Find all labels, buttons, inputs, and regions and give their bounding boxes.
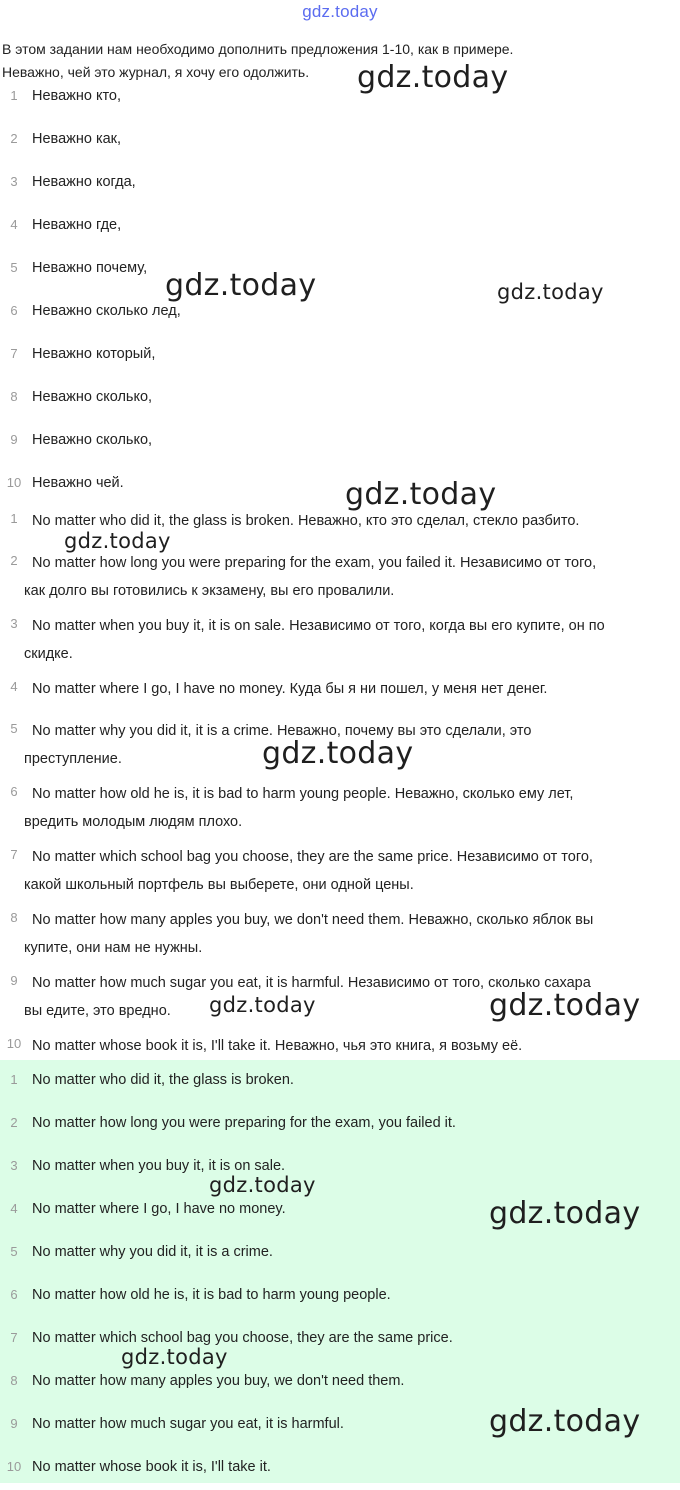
item-text: No matter how old he is, it is bad to harm young people. Неважно, сколько ему лет, bbox=[32, 786, 574, 802]
item-number: 5 bbox=[10, 1244, 18, 1259]
item-text: Неважно кто, bbox=[32, 88, 122, 104]
item-text: Неважно который, bbox=[32, 346, 156, 362]
item-text: Неважно как, bbox=[32, 131, 122, 147]
item-number: 9 bbox=[10, 432, 18, 447]
item-text: No matter who did it, the glass is broken. bbox=[32, 1072, 294, 1088]
list-item bbox=[0, 343, 680, 386]
list-item bbox=[0, 1447, 680, 1490]
list-item bbox=[0, 85, 680, 128]
item-text: Неважно сколько, bbox=[32, 432, 153, 448]
item-number: 9 bbox=[10, 1416, 18, 1431]
item-number: 3 bbox=[10, 174, 18, 189]
item-number: 6 bbox=[10, 303, 18, 318]
item-text: Неважно сколько лед, bbox=[32, 303, 181, 319]
item-text: Неважно чей. bbox=[32, 475, 124, 491]
item-number: 4 bbox=[10, 217, 18, 232]
item-number: 2 bbox=[10, 1115, 18, 1130]
item-number: 8 bbox=[10, 389, 18, 404]
item-number: 2 bbox=[10, 553, 18, 568]
item-number: 5 bbox=[10, 260, 18, 275]
item-text-continuation: какой школьный портфель вы выберете, они одной цены. bbox=[24, 877, 414, 893]
item-number: 1 bbox=[10, 511, 18, 526]
intro-line-1: В этом задании нам необходимо дополнить предложения 1-10, как в примере. bbox=[2, 41, 514, 57]
list-item bbox=[0, 843, 680, 906]
item-number: 5 bbox=[10, 721, 18, 736]
watermark: gdz.today bbox=[489, 1196, 641, 1231]
task-intro bbox=[2, 38, 678, 84]
item-number: 7 bbox=[10, 346, 18, 361]
item-text: No matter how long you were preparing for the exam, you failed it. Независимо от того, bbox=[32, 555, 597, 571]
list-item bbox=[0, 612, 680, 675]
item-text: No matter where I go, I have no money. bbox=[32, 1201, 286, 1217]
watermark: gdz.today bbox=[345, 477, 497, 512]
item-text: Неважно где, bbox=[32, 217, 122, 233]
item-text: No matter which school bag you choose, they are the same price. bbox=[32, 1330, 453, 1346]
watermark: gdz.today bbox=[497, 280, 604, 304]
item-number: 8 bbox=[10, 1373, 18, 1388]
site-logo[interactable]: gdz.today bbox=[302, 2, 378, 21]
item-text-continuation: как долго вы готовились к экзамену, вы его провалили. bbox=[24, 583, 395, 599]
item-text: No matter why you did it, it is a crime. bbox=[32, 1244, 273, 1260]
list-item bbox=[0, 1232, 680, 1275]
item-text: No matter how long you were preparing for the exam, you failed it. bbox=[32, 1115, 456, 1131]
list-item bbox=[0, 1103, 680, 1146]
item-text: Неважно почему, bbox=[32, 260, 148, 276]
item-text: No matter which school bag you choose, they are the same price. Независимо от того, bbox=[32, 849, 593, 865]
item-number: 3 bbox=[10, 616, 18, 631]
list-item bbox=[0, 675, 680, 717]
watermark: gdz.today bbox=[121, 1345, 228, 1369]
item-text: No matter how old he is, it is bad to harm young people. bbox=[32, 1287, 391, 1303]
item-number: 9 bbox=[10, 973, 18, 988]
item-text: No matter why you did it, it is a crime. Неважно, почему вы это сделали, это bbox=[32, 723, 532, 739]
item-number: 1 bbox=[10, 1072, 18, 1087]
item-text: No matter how much sugar you eat, it is harmful. Независимо от того, сколько сахара bbox=[32, 975, 591, 991]
item-text: No matter where I go, I have no money. Куда бы я ни пошел, у меня нет денег. bbox=[32, 681, 548, 697]
list-item bbox=[0, 128, 680, 171]
list-item bbox=[0, 171, 680, 214]
item-number: 10 bbox=[6, 475, 22, 490]
item-text: No matter how many apples you buy, we don't need them. bbox=[32, 1373, 405, 1389]
item-text-continuation: купите, они нам не нужны. bbox=[24, 940, 203, 956]
watermark: gdz.today bbox=[64, 529, 171, 553]
item-number: 7 bbox=[10, 1330, 18, 1345]
intro-line-2: Неважно, чей это журнал, я хочу его одолжить. bbox=[2, 64, 310, 80]
watermark: gdz.today bbox=[209, 993, 316, 1017]
item-text: Неважно сколько, bbox=[32, 389, 153, 405]
item-number: 8 bbox=[10, 910, 18, 925]
item-text: No matter when you buy it, it is on sale. Независимо от того, когда вы его купите, он по bbox=[32, 618, 605, 634]
item-number: 10 bbox=[6, 1459, 22, 1474]
item-text: Неважно когда, bbox=[32, 174, 136, 190]
watermark: gdz.today bbox=[489, 1404, 641, 1439]
list-item bbox=[0, 214, 680, 257]
list-item bbox=[0, 906, 680, 969]
item-number: 1 bbox=[10, 88, 18, 103]
list-item bbox=[0, 386, 680, 429]
list-item bbox=[0, 1318, 680, 1361]
item-text-continuation: преступление. bbox=[24, 751, 122, 767]
list-item bbox=[0, 1275, 680, 1318]
item-text: No matter whose book it is, I'll take it. Неважно, чья это книга, я возьму её. bbox=[32, 1038, 523, 1054]
list-item bbox=[0, 1060, 680, 1103]
item-text: No matter how many apples you buy, we don't need them. Неважно, сколько яблок вы bbox=[32, 912, 594, 928]
item-text: No matter whose book it is, I'll take it. bbox=[32, 1459, 271, 1475]
watermark: gdz.today bbox=[357, 60, 509, 95]
list-item bbox=[0, 300, 680, 343]
item-number: 4 bbox=[10, 679, 18, 694]
list-item bbox=[0, 429, 680, 472]
item-number: 4 bbox=[10, 1201, 18, 1216]
item-number: 2 bbox=[10, 131, 18, 146]
list-item bbox=[0, 549, 680, 612]
list-item bbox=[0, 1146, 680, 1189]
item-text: No matter how much sugar you eat, it is harmful. bbox=[32, 1416, 344, 1432]
item-number: 6 bbox=[10, 784, 18, 799]
item-number: 3 bbox=[10, 1158, 18, 1173]
item-text-continuation: вы едите, это вредно. bbox=[24, 1003, 171, 1019]
item-number: 10 bbox=[6, 1036, 22, 1051]
item-text: No matter when you buy it, it is on sale. bbox=[32, 1158, 286, 1174]
item-text-continuation: вредить молодым людям плохо. bbox=[24, 814, 243, 830]
item-text-continuation: скидке. bbox=[24, 646, 73, 662]
item-text: No matter who did it, the glass is broken. Неважно, кто это сделал, стекло разбито. bbox=[32, 513, 580, 529]
watermark: gdz.today bbox=[209, 1173, 316, 1197]
watermark: gdz.today bbox=[165, 268, 317, 303]
list-item bbox=[0, 1361, 680, 1404]
watermark: gdz.today bbox=[489, 988, 641, 1023]
list-item bbox=[0, 780, 680, 843]
item-number: 7 bbox=[10, 847, 18, 862]
item-number: 6 bbox=[10, 1287, 18, 1302]
watermark: gdz.today bbox=[262, 736, 414, 771]
